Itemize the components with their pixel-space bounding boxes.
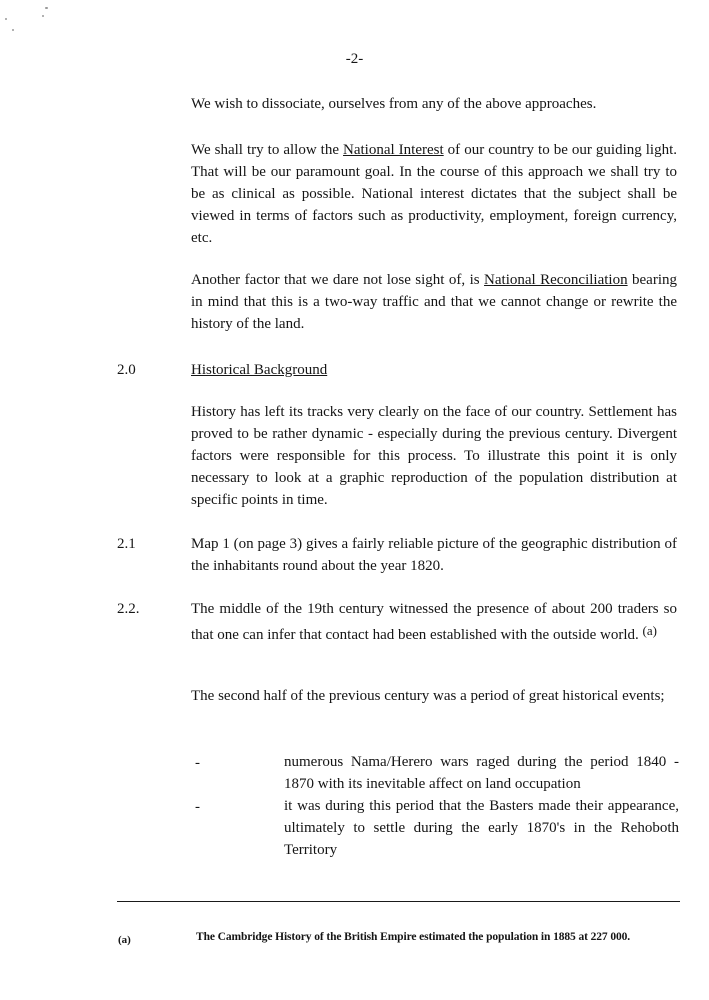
paragraph-text: bearing in mind that this is a two-way traffic and that we cannot change or rewrite the history of the land.: [191, 272, 678, 332]
footnote-reference: (a): [642, 623, 657, 638]
paragraph-text: We shall try to allow the: [191, 142, 344, 158]
section-number-2-1: 2.1: [117, 536, 136, 552]
bullet-dash: -: [195, 799, 200, 815]
footnote-divider: [117, 901, 680, 902]
section-heading-historical-background: Historical Background: [191, 362, 328, 378]
national-reconciliation-paragraph: [191, 269, 677, 335]
footnote-mark: (a): [118, 934, 131, 946]
bullet-dash: -: [195, 755, 200, 771]
historical-background-paragraph: History has left its tracks very clearly on the face of our country. Settlement has proved to be rather dynamic - especially during the previous century. Divergent factors were responsible for this process. To illustrate this point it is only necessary to look at a graphic reproduction of the population distribution at specific points in time.: [191, 404, 677, 508]
footnote-text: The Cambridge History of the British Empire estimated the population in 1885 at 227 000.: [196, 931, 631, 943]
page-number: -2-: [345, 51, 364, 67]
scan-speck: [42, 15, 44, 17]
scan-speck: [12, 29, 14, 31]
section-number-2-2: 2.2.: [117, 601, 140, 617]
intro-dissociate-paragraph: We wish to dissociate, ourselves from any of the above approaches.: [191, 96, 597, 112]
second-half-paragraph: The second half of the previous century was a period of great historical events;: [191, 688, 665, 704]
bullet-item-wars: numerous Nama/Herero wars raged during the period 1840 - 1870 with its inevitable affect on land occupation: [284, 754, 679, 792]
scan-speck: [45, 7, 48, 9]
bullet-item-basters: it was during this period that the Basters made their appearance, ultimately to settle during the early 1870's in the Rehoboth Territory: [284, 798, 679, 858]
section-number-2-0: 2.0: [117, 362, 136, 378]
section-2-2-paragraph: [191, 598, 677, 646]
paragraph-text: Another factor that we dare not lose sight of, is: [191, 272, 485, 288]
paragraph-text: of our country to be our guiding light. That will be our paramount goal. In the course of this approach we shall try to be as clinical as possible. National interest dictates that the subject shall be viewed in terms of factors such as productivity, employment, foreign currency, etc.: [191, 142, 677, 246]
national-interest-paragraph: [191, 139, 677, 249]
national-reconciliation-term: National Reconciliation: [484, 272, 628, 288]
scan-speck: [5, 18, 7, 20]
paragraph-text: The middle of the 19th century witnessed the presence of about 200 traders so that one can infer that contact had been established with the outside world.: [191, 601, 677, 643]
national-interest-term: National Interest: [343, 142, 444, 158]
section-2-1-paragraph: Map 1 (on page 3) gives a fairly reliable picture of the geographic distribution of the inhabitants round about the year 1820.: [191, 536, 677, 574]
